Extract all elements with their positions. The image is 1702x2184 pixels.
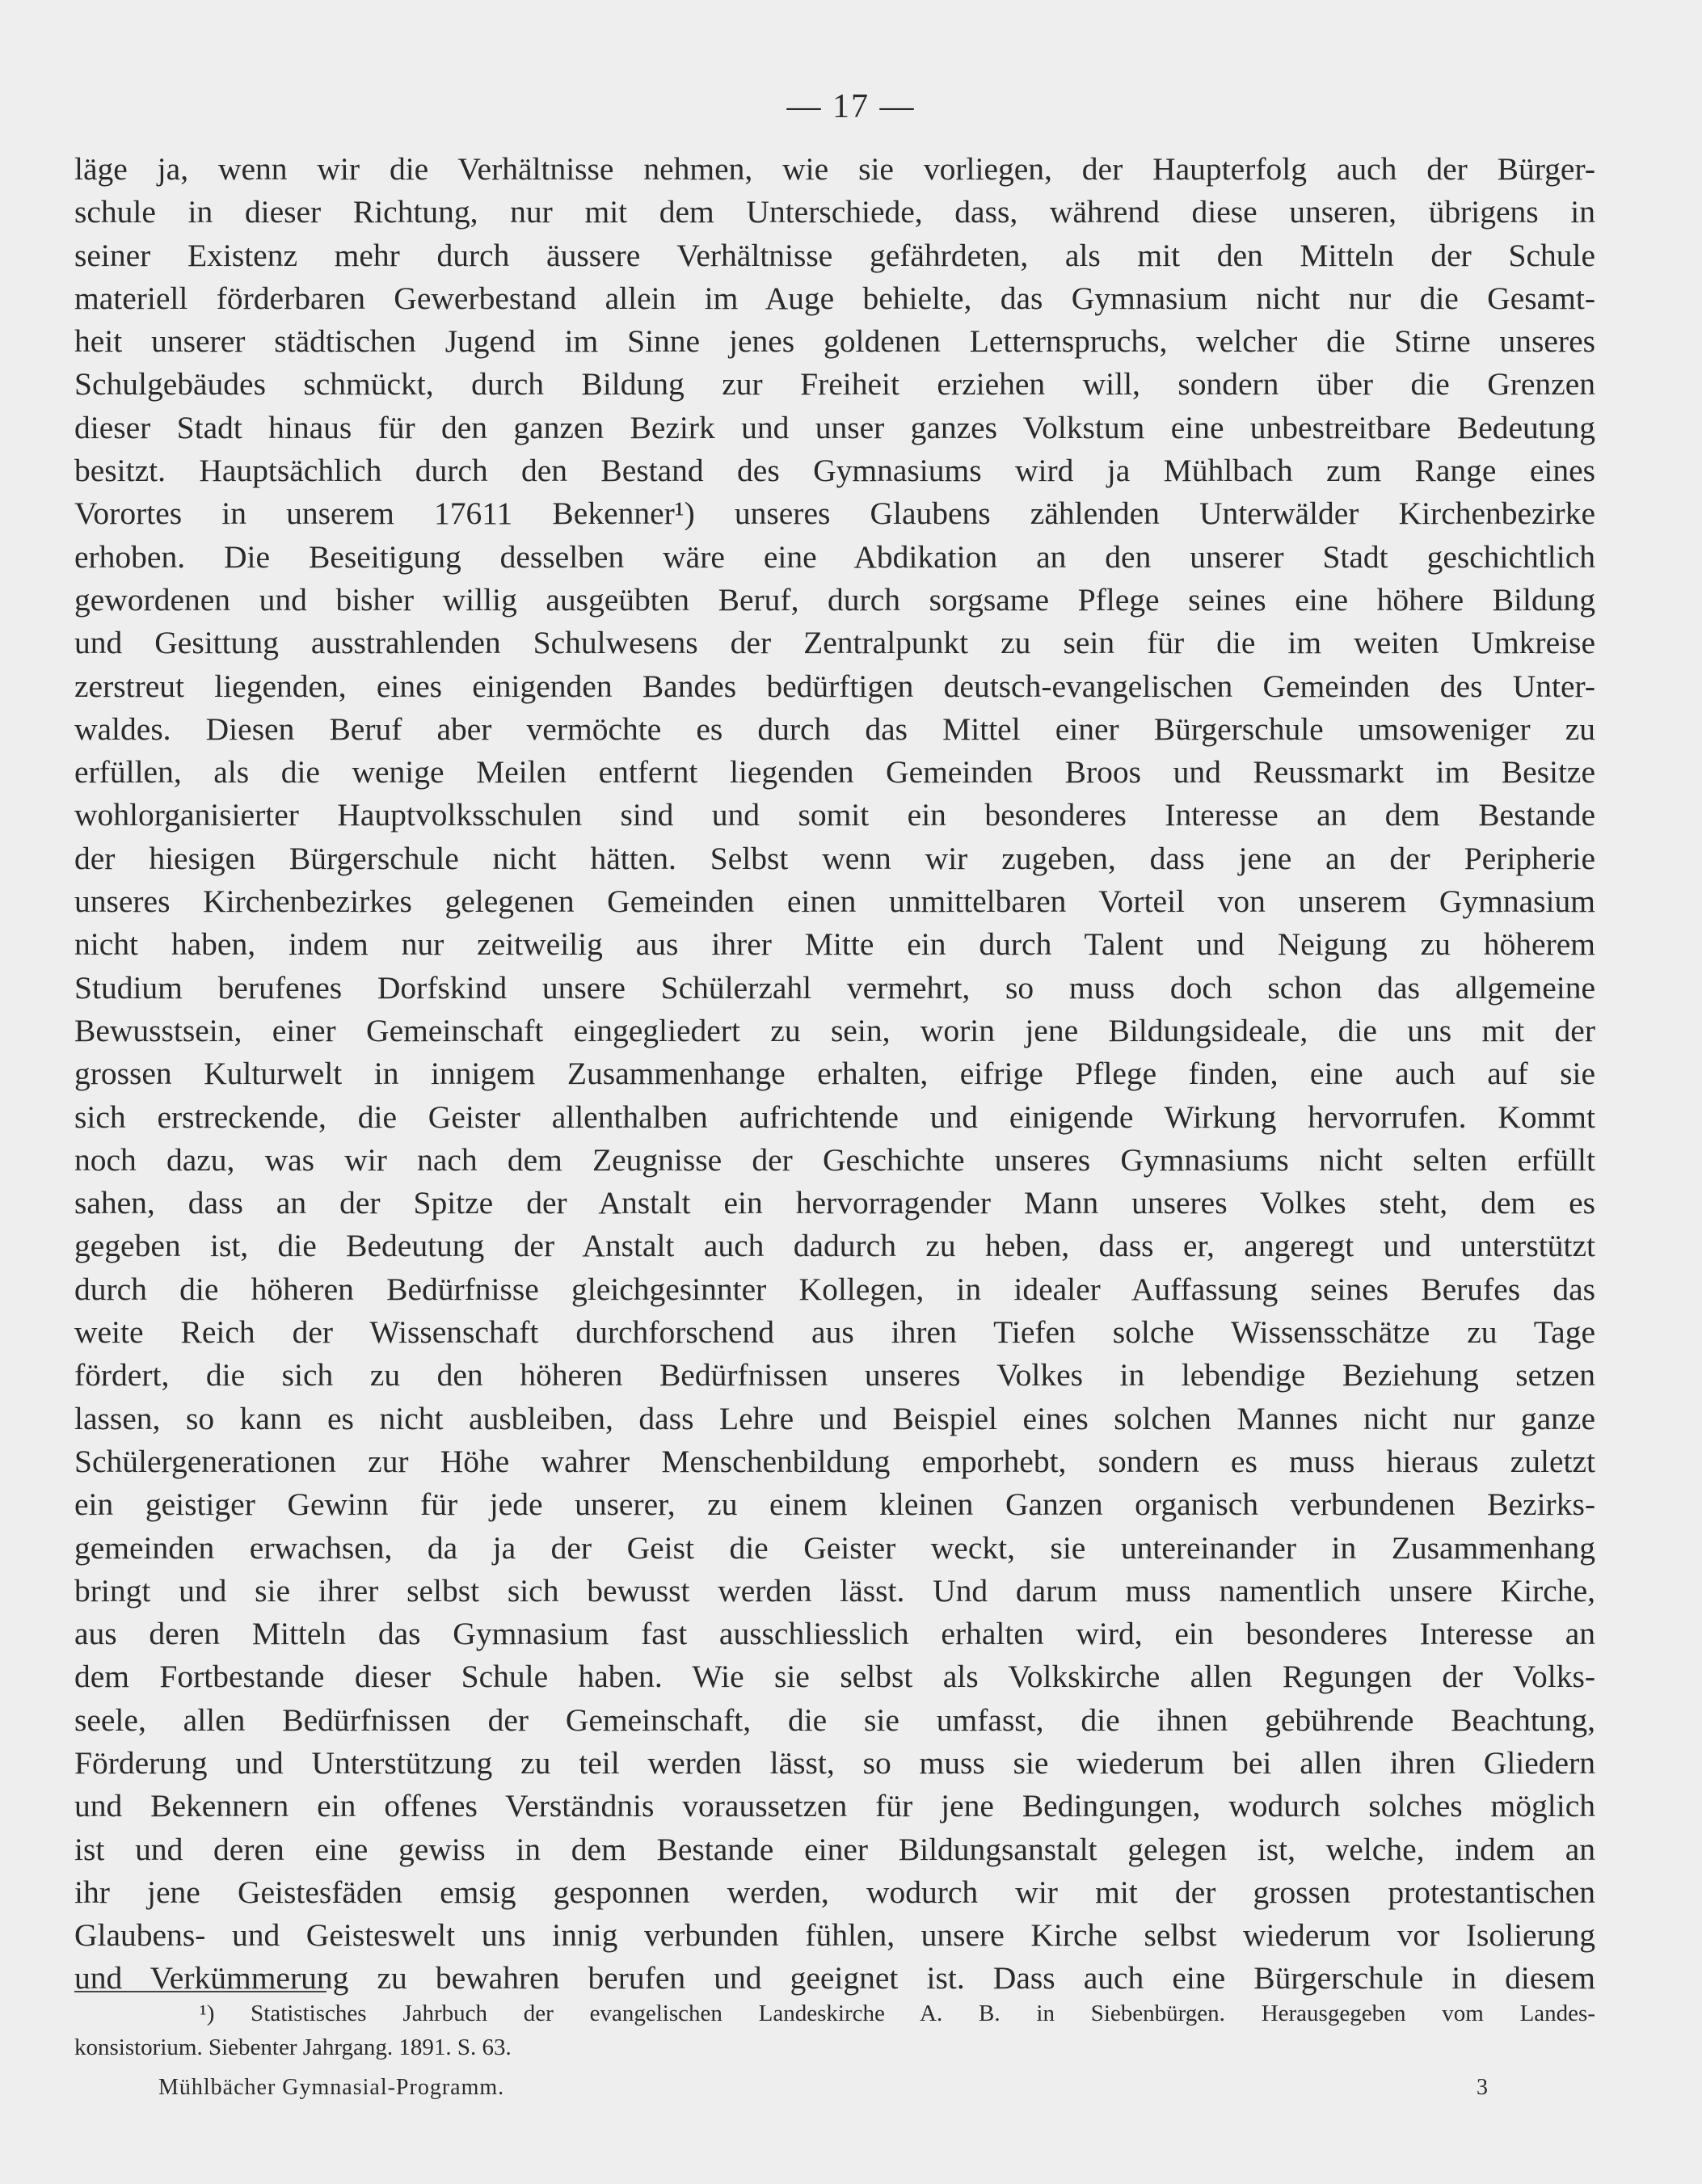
text-line: Vorortes in unserem 17611 Bekenner¹) unseres Glaubens zählenden Unterwälder Kirchenbezirke [74,495,1595,532]
footnote-separator [74,1991,326,1992]
footnote-line-1: ¹) Statistisches Jahrbuch der evangelischen Landeskirche A. B. in Siebenbürgen. Herausgegeben vom Landes- [200,2001,1595,2026]
text-line: dieser Stadt hinaus für den ganzen Bezirk und unser ganzes Volkstum eine unbestreitbare Bedeutung [74,409,1595,445]
text-line: sahen, dass an der Spitze der Anstalt ein hervorragender Mann unseres Volkes steht, dem es [74,1185,1595,1221]
text-line: Schulgebäudes schmückt, durch Bildung zur Freiheit erziehen will, sondern über die Grenzen [74,366,1595,403]
text-line: Bewusstsein, einer Gemeinschaft eingegliedert zu sein, worin jene Bildungsideale, die uns mit der [74,1012,1595,1048]
text-line: ihr jene Geistesfäden emsig gesponnen werden, wodurch wir mit der grossen protestantischen [74,1874,1595,1910]
text-line: heit unserer städtischen Jugend im Sinne jenes goldenen Letternspruchs, welcher die Stirne unseres [74,323,1595,360]
page-number: — 17 — [786,88,916,125]
body-text [74,148,1595,2001]
text-line: schule in dieser Richtung, nur mit dem Unterschiede, dass, während diese unseren, übrigens in [74,194,1595,230]
text-line: gemeinden erwachsen, da ja der Geist die Geister weckt, sie untereinander in Zusammenhang [74,1529,1595,1566]
text-line: Schülergenerationen zur Höhe wahrer Menschenbildung emporhebt, sondern es muss hieraus zuletzt [74,1443,1595,1479]
footer-signature-mark: 3 [1477,2075,1489,2100]
text-line: erfüllen, als die wenige Meilen entfernt liegenden Gemeinden Broos und Reussmarkt im Besitze [74,754,1595,791]
text-line: gegeben ist, die Bedeutung der Anstalt auch dadurch zu heben, dass er, angeregt und unterstützt [74,1228,1595,1264]
text-line: erhoben. Die Beseitigung desselben wäre eine Abdikation an den unserer Stadt geschichtlich [74,538,1595,575]
text-line: unseres Kirchenbezirkes gelegenen Gemeinden einen unmittelbaren Vorteil von unserem Gymnasium [74,883,1595,920]
text-line: besitzt. Hauptsächlich durch den Bestand des Gymnasiums wird ja Mühlbach zum Range eines [74,453,1595,489]
text-line: Glaubens- und Geisteswelt uns innig verbunden fühlen, unsere Kirche selbst wiederum vor Isolierung [74,1917,1595,1954]
text-line: bringt und sie ihrer selbst sich bewusst werden lässt. Und darum muss namentlich unsere Kirche, [74,1572,1595,1608]
text-line: dem Fortbestande dieser Schule haben. Wie sie selbst als Volkskirche allen Regungen der Volks- [74,1659,1595,1695]
text-line: und Bekennern ein offenes Verständnis voraussetzen für jene Bedingungen, wodurch solches möglich [74,1788,1595,1824]
text-line: grossen Kulturwelt in innigem Zusammenhange erhalten, eifrige Pflege finden, eine auch auf sie [74,1056,1595,1092]
text-line: fördert, die sich zu den höheren Bedürfnissen unseres Volkes in lebendige Beziehung setzen [74,1357,1595,1393]
footnote-line-2: konsistorium. Siebenter Jahrgang. 1891. S. 63. [74,2034,512,2060]
text-line: aus deren Mitteln das Gymnasium fast ausschliesslich erhalten wird, ein besonderes Interesse an [74,1616,1595,1652]
text-line: läge ja, wenn wir die Verhältnisse nehmen, wie sie vorliegen, der Haupterfolg auch der Bürger- [74,151,1595,187]
text-line: weite Reich der Wissenschaft durchforschend aus ihren Tiefen solche Wissensschätze zu Tage [74,1314,1595,1351]
page-footer [158,2075,1489,2101]
text-line: Studium berufenes Dorfskind unsere Schülerzahl vermehrt, so muss doch schon das allgemeine [74,969,1595,1006]
text-line: lassen, so kann es nicht ausbleiben, dass Lehre und Beispiel eines solchen Mannes nicht nur ganze [74,1400,1595,1436]
text-line: wohlorganisierter Hauptvolksschulen sind und somit ein besonderes Interesse an dem Bestande [74,797,1595,833]
text-line: der hiesigen Bürgerschule nicht hätten. Selbst wenn wir zugeben, dass jene an der Peripherie [74,840,1595,876]
text-line: ein geistiger Gewinn für jede unserer, zu einem kleinen Ganzen organisch verbundenen Bezirks- [74,1486,1595,1523]
text-line: gewordenen und bisher willig ausgeübten Beruf, durch sorgsame Pflege seines eine höhere Bildung [74,581,1595,618]
footnote [74,1996,1595,2064]
text-line: waldes. Diesen Beruf aber vermöchte es durch das Mittel einer Bürgerschule umsoweniger zu [74,710,1595,747]
text-line: seele, allen Bedürfnissen der Gemeinschaft, die sie umfasst, die ihnen gebührende Beachtung, [74,1701,1595,1738]
footer-publication: Mühlbächer Gymnasial-Programm. [158,2075,505,2100]
text-line: ist und deren eine gewiss in dem Bestande einer Bildungsanstalt gelegen ist, welche, indem an [74,1831,1595,1867]
text-line: durch die höheren Bedürfnisse gleichgesinnter Kollegen, in idealer Auffassung seines Berufes das [74,1271,1595,1307]
text-line: seiner Existenz mehr durch äussere Verhältnisse gefährdeten, als mit den Mitteln der Schule [74,237,1595,273]
text-line: noch dazu, was wir nach dem Zeugnisse der Geschichte unseres Gymnasiums nicht selten erfüllt [74,1141,1595,1178]
text-line: nicht haben, indem nur zeitweilig aus ihrer Mitte ein durch Talent und Neigung zu höherem [74,926,1595,963]
text-line: sich erstreckende, die Geister allenthalben aufrichtende und einigende Wirkung hervorrufen. Kommt [74,1098,1595,1135]
text-line: zerstreut liegenden, eines einigenden Bandes bedürftigen deutsch-evangelischen Gemeinden des Unter- [74,668,1595,704]
text-line: und Gesittung ausstrahlenden Schulwesens der Zentralpunkt zu sein für die im weiten Umkreise [74,625,1595,661]
text-line: materiell förderbaren Gewerbestand allein im Auge behielte, das Gymnasium nicht nur die Gesamt- [74,280,1595,316]
text-line: Förderung und Unterstützung zu teil werden lässt, so muss sie wiederum bei allen ihren Gliedern [74,1744,1595,1781]
text-line: und Verkümmerung zu bewahren berufen und geeignet ist. Dass auch eine Bürgerschule in diesem [74,1960,1595,1996]
